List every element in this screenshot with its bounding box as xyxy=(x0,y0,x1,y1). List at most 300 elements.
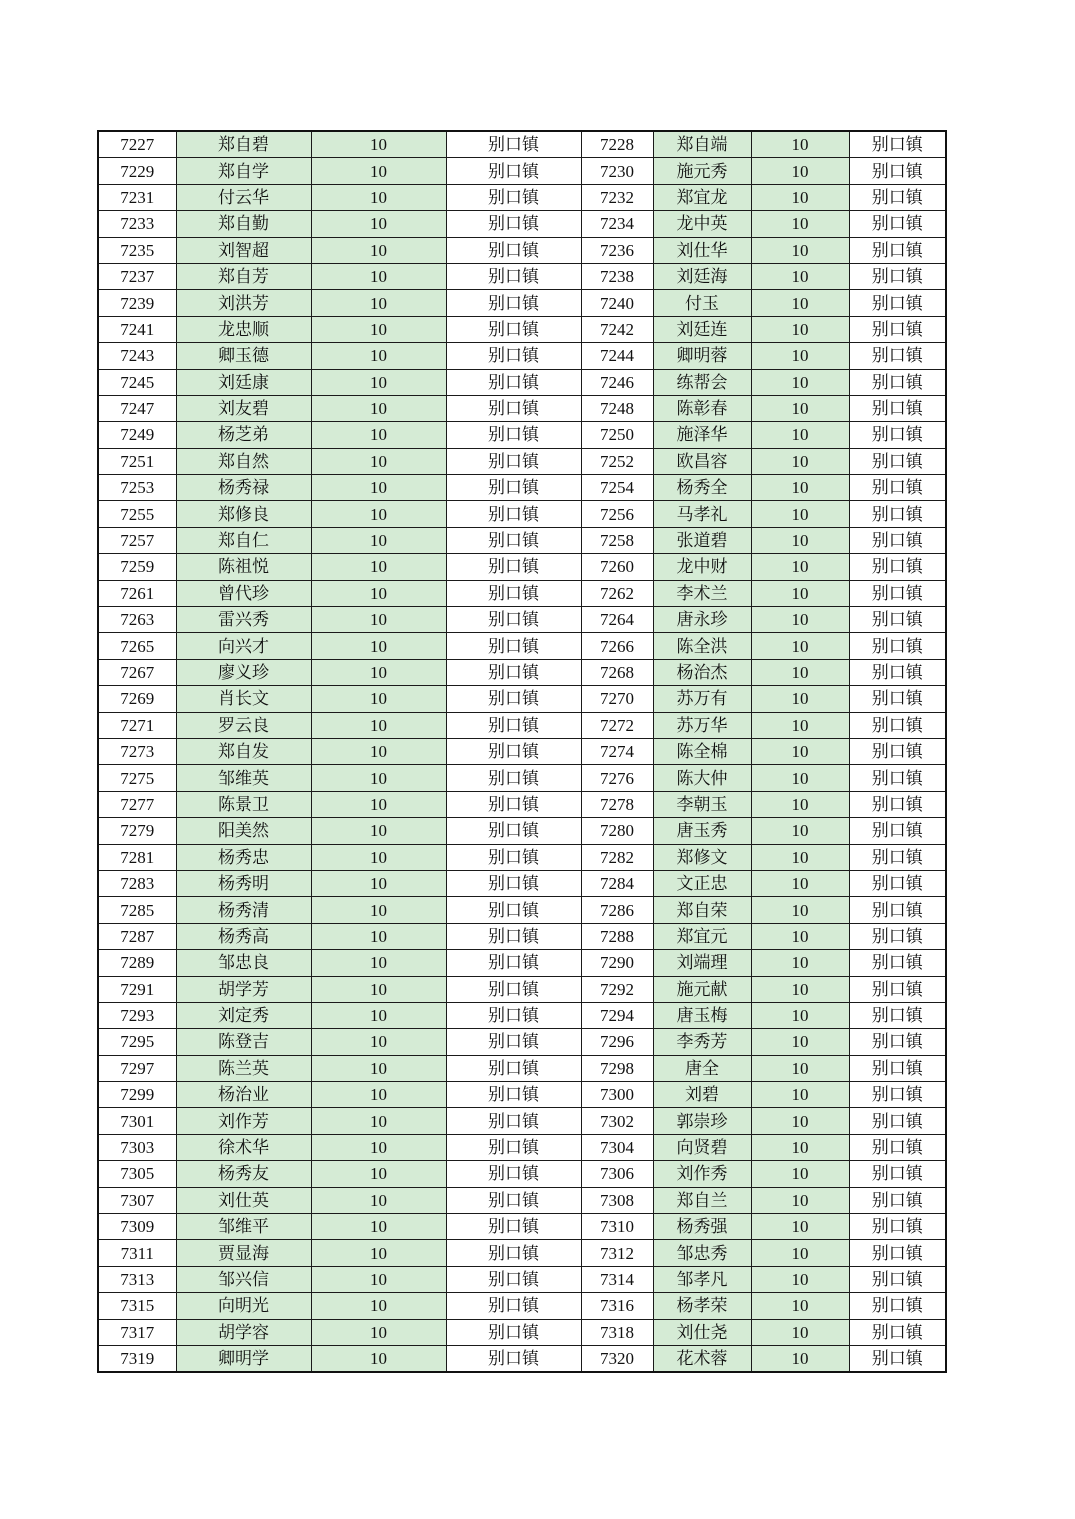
record-number-cell: 7232 xyxy=(581,184,653,210)
person-name-cell: 郑自碧 xyxy=(176,131,311,158)
quantity-cell: 10 xyxy=(311,1214,446,1240)
quantity-cell: 10 xyxy=(751,1055,849,1081)
person-name-cell: 练帮会 xyxy=(653,369,751,395)
town-name-cell: 别口镇 xyxy=(446,1345,581,1372)
quantity-cell: 10 xyxy=(751,1240,849,1266)
quantity-cell: 10 xyxy=(311,1293,446,1319)
table-row xyxy=(98,1240,946,1266)
town-name-cell: 别口镇 xyxy=(849,395,946,421)
person-name-cell: 唐永珍 xyxy=(653,607,751,633)
record-number-cell: 7258 xyxy=(581,527,653,553)
person-name-cell: 罗云良 xyxy=(176,712,311,738)
town-name-cell: 别口镇 xyxy=(849,263,946,289)
person-name-cell: 郑自勤 xyxy=(176,211,311,237)
person-name-cell: 唐全 xyxy=(653,1055,751,1081)
table-row xyxy=(98,659,946,685)
town-name-cell: 别口镇 xyxy=(446,1108,581,1134)
person-name-cell: 杨芝弟 xyxy=(176,422,311,448)
record-number-cell: 7248 xyxy=(581,395,653,421)
person-name-cell: 郭崇珍 xyxy=(653,1108,751,1134)
record-number-cell: 7233 xyxy=(98,211,176,237)
table-row xyxy=(98,131,946,158)
table-row xyxy=(98,369,946,395)
quantity-cell: 10 xyxy=(311,686,446,712)
record-number-cell: 7310 xyxy=(581,1214,653,1240)
table-row xyxy=(98,1187,946,1213)
quantity-cell: 10 xyxy=(751,738,849,764)
table-row xyxy=(98,158,946,184)
quantity-cell: 10 xyxy=(311,607,446,633)
person-name-cell: 郑自荣 xyxy=(653,897,751,923)
town-name-cell: 别口镇 xyxy=(849,1055,946,1081)
town-name-cell: 别口镇 xyxy=(446,897,581,923)
record-number-cell: 7251 xyxy=(98,448,176,474)
person-name-cell: 郑修文 xyxy=(653,844,751,870)
record-number-cell: 7277 xyxy=(98,791,176,817)
quantity-cell: 10 xyxy=(311,263,446,289)
town-name-cell: 别口镇 xyxy=(849,527,946,553)
town-name-cell: 别口镇 xyxy=(446,475,581,501)
person-name-cell: 刘廷连 xyxy=(653,316,751,342)
table-row xyxy=(98,818,946,844)
town-name-cell: 别口镇 xyxy=(446,712,581,738)
table-row xyxy=(98,1266,946,1292)
person-name-cell: 杨治杰 xyxy=(653,659,751,685)
person-name-cell: 陈兰英 xyxy=(176,1055,311,1081)
town-name-cell: 别口镇 xyxy=(446,633,581,659)
record-number-cell: 7239 xyxy=(98,290,176,316)
quantity-cell: 10 xyxy=(751,158,849,184)
record-number-cell: 7306 xyxy=(581,1161,653,1187)
person-name-cell: 龙中财 xyxy=(653,554,751,580)
quantity-cell: 10 xyxy=(311,923,446,949)
person-name-cell: 施元献 xyxy=(653,976,751,1002)
person-name-cell: 陈大仲 xyxy=(653,765,751,791)
record-number-cell: 7280 xyxy=(581,818,653,844)
town-name-cell: 别口镇 xyxy=(446,1055,581,1081)
person-name-cell: 郑宜元 xyxy=(653,923,751,949)
table-row xyxy=(98,448,946,474)
town-name-cell: 别口镇 xyxy=(849,976,946,1002)
town-name-cell: 别口镇 xyxy=(446,1134,581,1160)
town-name-cell: 别口镇 xyxy=(849,633,946,659)
person-name-cell: 杨秀强 xyxy=(653,1214,751,1240)
record-number-cell: 7304 xyxy=(581,1134,653,1160)
table-row xyxy=(98,607,946,633)
person-name-cell: 胡学芳 xyxy=(176,976,311,1002)
record-number-cell: 7298 xyxy=(581,1055,653,1081)
quantity-cell: 10 xyxy=(311,554,446,580)
town-name-cell: 别口镇 xyxy=(446,158,581,184)
town-name-cell: 别口镇 xyxy=(446,1293,581,1319)
quantity-cell: 10 xyxy=(751,1293,849,1319)
record-number-cell: 7235 xyxy=(98,237,176,263)
quantity-cell: 10 xyxy=(311,1134,446,1160)
town-name-cell: 别口镇 xyxy=(849,290,946,316)
record-number-cell: 7302 xyxy=(581,1108,653,1134)
table-row xyxy=(98,422,946,448)
record-number-cell: 7290 xyxy=(581,950,653,976)
quantity-cell: 10 xyxy=(311,527,446,553)
record-number-cell: 7284 xyxy=(581,870,653,896)
record-number-cell: 7317 xyxy=(98,1319,176,1345)
record-number-cell: 7256 xyxy=(581,501,653,527)
quantity-cell: 10 xyxy=(751,527,849,553)
person-name-cell: 向兴才 xyxy=(176,633,311,659)
person-name-cell: 陈彰春 xyxy=(653,395,751,421)
record-number-cell: 7261 xyxy=(98,580,176,606)
person-name-cell: 陈全洪 xyxy=(653,633,751,659)
quantity-cell: 10 xyxy=(751,712,849,738)
record-number-cell: 7249 xyxy=(98,422,176,448)
record-number-cell: 7238 xyxy=(581,263,653,289)
record-number-cell: 7241 xyxy=(98,316,176,342)
table-row xyxy=(98,1055,946,1081)
table-row xyxy=(98,501,946,527)
town-name-cell: 别口镇 xyxy=(849,686,946,712)
person-name-cell: 龙中英 xyxy=(653,211,751,237)
record-number-cell: 7314 xyxy=(581,1266,653,1292)
table-row xyxy=(98,1319,946,1345)
quantity-cell: 10 xyxy=(751,659,849,685)
town-name-cell: 别口镇 xyxy=(446,580,581,606)
person-name-cell: 欧昌容 xyxy=(653,448,751,474)
quantity-cell: 10 xyxy=(751,1029,849,1055)
table-row xyxy=(98,1161,946,1187)
person-name-cell: 郑自芳 xyxy=(176,263,311,289)
town-name-cell: 别口镇 xyxy=(446,1240,581,1266)
quantity-cell: 10 xyxy=(311,791,446,817)
quantity-cell: 10 xyxy=(311,1345,446,1372)
record-number-cell: 7282 xyxy=(581,844,653,870)
person-name-cell: 陈景卫 xyxy=(176,791,311,817)
town-name-cell: 别口镇 xyxy=(446,211,581,237)
record-number-cell: 7242 xyxy=(581,316,653,342)
table-row xyxy=(98,1345,946,1372)
town-name-cell: 别口镇 xyxy=(446,554,581,580)
person-name-cell: 曾代珍 xyxy=(176,580,311,606)
table-row xyxy=(98,290,946,316)
record-number-cell: 7319 xyxy=(98,1345,176,1372)
person-name-cell: 邹孝凡 xyxy=(653,1266,751,1292)
town-name-cell: 别口镇 xyxy=(446,607,581,633)
record-number-cell: 7243 xyxy=(98,343,176,369)
table-row xyxy=(98,1134,946,1160)
person-name-cell: 刘廷海 xyxy=(653,263,751,289)
person-name-cell: 杨秀高 xyxy=(176,923,311,949)
record-number-cell: 7259 xyxy=(98,554,176,580)
town-name-cell: 别口镇 xyxy=(446,131,581,158)
town-name-cell: 别口镇 xyxy=(849,607,946,633)
person-name-cell: 刘友碧 xyxy=(176,395,311,421)
quantity-cell: 10 xyxy=(311,1082,446,1108)
town-name-cell: 别口镇 xyxy=(446,1082,581,1108)
quantity-cell: 10 xyxy=(751,343,849,369)
person-name-cell: 郑自端 xyxy=(653,131,751,158)
town-name-cell: 别口镇 xyxy=(446,422,581,448)
person-name-cell: 陈登吉 xyxy=(176,1029,311,1055)
quantity-cell: 10 xyxy=(311,1319,446,1345)
table-row xyxy=(98,765,946,791)
record-number-cell: 7289 xyxy=(98,950,176,976)
record-number-cell: 7312 xyxy=(581,1240,653,1266)
quantity-cell: 10 xyxy=(311,580,446,606)
roster-body xyxy=(98,131,946,1372)
quantity-cell: 10 xyxy=(311,475,446,501)
roster-table xyxy=(97,130,947,1373)
table-row xyxy=(98,870,946,896)
quantity-cell: 10 xyxy=(751,1082,849,1108)
record-number-cell: 7294 xyxy=(581,1002,653,1028)
town-name-cell: 别口镇 xyxy=(446,870,581,896)
town-name-cell: 别口镇 xyxy=(446,527,581,553)
record-number-cell: 7281 xyxy=(98,844,176,870)
record-number-cell: 7305 xyxy=(98,1161,176,1187)
record-number-cell: 7257 xyxy=(98,527,176,553)
table-row xyxy=(98,1214,946,1240)
town-name-cell: 别口镇 xyxy=(849,870,946,896)
record-number-cell: 7320 xyxy=(581,1345,653,1372)
person-name-cell: 邹兴信 xyxy=(176,1266,311,1292)
record-number-cell: 7273 xyxy=(98,738,176,764)
town-name-cell: 别口镇 xyxy=(849,712,946,738)
record-number-cell: 7301 xyxy=(98,1108,176,1134)
person-name-cell: 郑自学 xyxy=(176,158,311,184)
quantity-cell: 10 xyxy=(311,1002,446,1028)
town-name-cell: 别口镇 xyxy=(849,950,946,976)
record-number-cell: 7240 xyxy=(581,290,653,316)
record-number-cell: 7303 xyxy=(98,1134,176,1160)
town-name-cell: 别口镇 xyxy=(849,923,946,949)
town-name-cell: 别口镇 xyxy=(849,422,946,448)
town-name-cell: 别口镇 xyxy=(446,448,581,474)
quantity-cell: 10 xyxy=(311,395,446,421)
quantity-cell: 10 xyxy=(751,369,849,395)
person-name-cell: 刘作秀 xyxy=(653,1161,751,1187)
record-number-cell: 7246 xyxy=(581,369,653,395)
person-name-cell: 苏万华 xyxy=(653,712,751,738)
record-number-cell: 7279 xyxy=(98,818,176,844)
quantity-cell: 10 xyxy=(751,184,849,210)
town-name-cell: 别口镇 xyxy=(446,290,581,316)
person-name-cell: 胡学容 xyxy=(176,1319,311,1345)
quantity-cell: 10 xyxy=(311,1266,446,1292)
table-row xyxy=(98,976,946,1002)
table-row xyxy=(98,844,946,870)
table-row xyxy=(98,791,946,817)
person-name-cell: 唐玉秀 xyxy=(653,818,751,844)
town-name-cell: 别口镇 xyxy=(446,659,581,685)
quantity-cell: 10 xyxy=(751,237,849,263)
town-name-cell: 别口镇 xyxy=(849,184,946,210)
person-name-cell: 花术蓉 xyxy=(653,1345,751,1372)
person-name-cell: 刘智超 xyxy=(176,237,311,263)
person-name-cell: 杨秀清 xyxy=(176,897,311,923)
town-name-cell: 别口镇 xyxy=(849,818,946,844)
person-name-cell: 卿玉德 xyxy=(176,343,311,369)
quantity-cell: 10 xyxy=(751,554,849,580)
quantity-cell: 10 xyxy=(751,316,849,342)
person-name-cell: 陈祖悦 xyxy=(176,554,311,580)
town-name-cell: 别口镇 xyxy=(446,818,581,844)
quantity-cell: 10 xyxy=(751,1345,849,1372)
table-row xyxy=(98,316,946,342)
record-number-cell: 7236 xyxy=(581,237,653,263)
quantity-cell: 10 xyxy=(311,1108,446,1134)
record-number-cell: 7269 xyxy=(98,686,176,712)
table-row xyxy=(98,897,946,923)
record-number-cell: 7311 xyxy=(98,1240,176,1266)
table-row xyxy=(98,1108,946,1134)
record-number-cell: 7230 xyxy=(581,158,653,184)
town-name-cell: 别口镇 xyxy=(446,316,581,342)
quantity-cell: 10 xyxy=(751,1214,849,1240)
record-number-cell: 7296 xyxy=(581,1029,653,1055)
town-name-cell: 别口镇 xyxy=(849,343,946,369)
quantity-cell: 10 xyxy=(751,686,849,712)
person-name-cell: 卿明蓉 xyxy=(653,343,751,369)
person-name-cell: 李术兰 xyxy=(653,580,751,606)
quantity-cell: 10 xyxy=(751,290,849,316)
quantity-cell: 10 xyxy=(751,1161,849,1187)
quantity-cell: 10 xyxy=(311,765,446,791)
quantity-cell: 10 xyxy=(311,290,446,316)
town-name-cell: 别口镇 xyxy=(849,1240,946,1266)
record-number-cell: 7291 xyxy=(98,976,176,1002)
person-name-cell: 施泽华 xyxy=(653,422,751,448)
quantity-cell: 10 xyxy=(751,448,849,474)
town-name-cell: 别口镇 xyxy=(446,1319,581,1345)
quantity-cell: 10 xyxy=(751,501,849,527)
quantity-cell: 10 xyxy=(751,475,849,501)
table-row xyxy=(98,527,946,553)
record-number-cell: 7292 xyxy=(581,976,653,1002)
quantity-cell: 10 xyxy=(751,211,849,237)
quantity-cell: 10 xyxy=(311,870,446,896)
quantity-cell: 10 xyxy=(751,976,849,1002)
quantity-cell: 10 xyxy=(311,1240,446,1266)
record-number-cell: 7286 xyxy=(581,897,653,923)
person-name-cell: 李朝玉 xyxy=(653,791,751,817)
person-name-cell: 向明光 xyxy=(176,1293,311,1319)
person-name-cell: 陈全棉 xyxy=(653,738,751,764)
quantity-cell: 10 xyxy=(751,580,849,606)
table-row xyxy=(98,211,946,237)
record-number-cell: 7272 xyxy=(581,712,653,738)
quantity-cell: 10 xyxy=(751,870,849,896)
quantity-cell: 10 xyxy=(311,738,446,764)
person-name-cell: 廖义珍 xyxy=(176,659,311,685)
person-name-cell: 苏万有 xyxy=(653,686,751,712)
record-number-cell: 7313 xyxy=(98,1266,176,1292)
town-name-cell: 别口镇 xyxy=(446,791,581,817)
person-name-cell: 郑自兰 xyxy=(653,1187,751,1213)
person-name-cell: 肖长文 xyxy=(176,686,311,712)
quantity-cell: 10 xyxy=(751,765,849,791)
quantity-cell: 10 xyxy=(751,844,849,870)
record-number-cell: 7287 xyxy=(98,923,176,949)
quantity-cell: 10 xyxy=(751,263,849,289)
table-row xyxy=(98,184,946,210)
quantity-cell: 10 xyxy=(311,131,446,158)
person-name-cell: 邹忠良 xyxy=(176,950,311,976)
town-name-cell: 别口镇 xyxy=(849,501,946,527)
town-name-cell: 别口镇 xyxy=(446,184,581,210)
town-name-cell: 别口镇 xyxy=(849,1293,946,1319)
person-name-cell: 施元秀 xyxy=(653,158,751,184)
table-row xyxy=(98,712,946,738)
record-number-cell: 7275 xyxy=(98,765,176,791)
town-name-cell: 别口镇 xyxy=(849,158,946,184)
quantity-cell: 10 xyxy=(311,712,446,738)
quantity-cell: 10 xyxy=(311,448,446,474)
record-number-cell: 7283 xyxy=(98,870,176,896)
table-row xyxy=(98,950,946,976)
quantity-cell: 10 xyxy=(311,501,446,527)
person-name-cell: 郑自然 xyxy=(176,448,311,474)
person-name-cell: 邹忠秀 xyxy=(653,1240,751,1266)
table-row xyxy=(98,1002,946,1028)
record-number-cell: 7309 xyxy=(98,1214,176,1240)
quantity-cell: 10 xyxy=(751,1319,849,1345)
town-name-cell: 别口镇 xyxy=(849,791,946,817)
record-number-cell: 7274 xyxy=(581,738,653,764)
town-name-cell: 别口镇 xyxy=(849,1108,946,1134)
town-name-cell: 别口镇 xyxy=(849,1187,946,1213)
record-number-cell: 7315 xyxy=(98,1293,176,1319)
person-name-cell: 阳美然 xyxy=(176,818,311,844)
quantity-cell: 10 xyxy=(751,897,849,923)
quantity-cell: 10 xyxy=(311,1055,446,1081)
town-name-cell: 别口镇 xyxy=(849,765,946,791)
table-row xyxy=(98,1082,946,1108)
town-name-cell: 别口镇 xyxy=(849,475,946,501)
record-number-cell: 7308 xyxy=(581,1187,653,1213)
town-name-cell: 别口镇 xyxy=(849,1214,946,1240)
person-name-cell: 李秀芳 xyxy=(653,1029,751,1055)
town-name-cell: 别口镇 xyxy=(446,1187,581,1213)
record-number-cell: 7252 xyxy=(581,448,653,474)
town-name-cell: 别口镇 xyxy=(849,1082,946,1108)
town-name-cell: 别口镇 xyxy=(849,1161,946,1187)
quantity-cell: 10 xyxy=(751,923,849,949)
record-number-cell: 7234 xyxy=(581,211,653,237)
town-name-cell: 别口镇 xyxy=(446,1266,581,1292)
table-row xyxy=(98,395,946,421)
quantity-cell: 10 xyxy=(311,844,446,870)
quantity-cell: 10 xyxy=(751,1134,849,1160)
town-name-cell: 别口镇 xyxy=(849,554,946,580)
record-number-cell: 7253 xyxy=(98,475,176,501)
record-number-cell: 7285 xyxy=(98,897,176,923)
table-row xyxy=(98,923,946,949)
table-row xyxy=(98,343,946,369)
record-number-cell: 7255 xyxy=(98,501,176,527)
table-row xyxy=(98,554,946,580)
town-name-cell: 别口镇 xyxy=(849,1266,946,1292)
record-number-cell: 7231 xyxy=(98,184,176,210)
quantity-cell: 10 xyxy=(751,818,849,844)
person-name-cell: 邹维平 xyxy=(176,1214,311,1240)
town-name-cell: 别口镇 xyxy=(446,765,581,791)
town-name-cell: 别口镇 xyxy=(849,844,946,870)
quantity-cell: 10 xyxy=(311,316,446,342)
person-name-cell: 唐玉梅 xyxy=(653,1002,751,1028)
table-row xyxy=(98,263,946,289)
record-number-cell: 7264 xyxy=(581,607,653,633)
town-name-cell: 别口镇 xyxy=(849,897,946,923)
quantity-cell: 10 xyxy=(311,659,446,685)
